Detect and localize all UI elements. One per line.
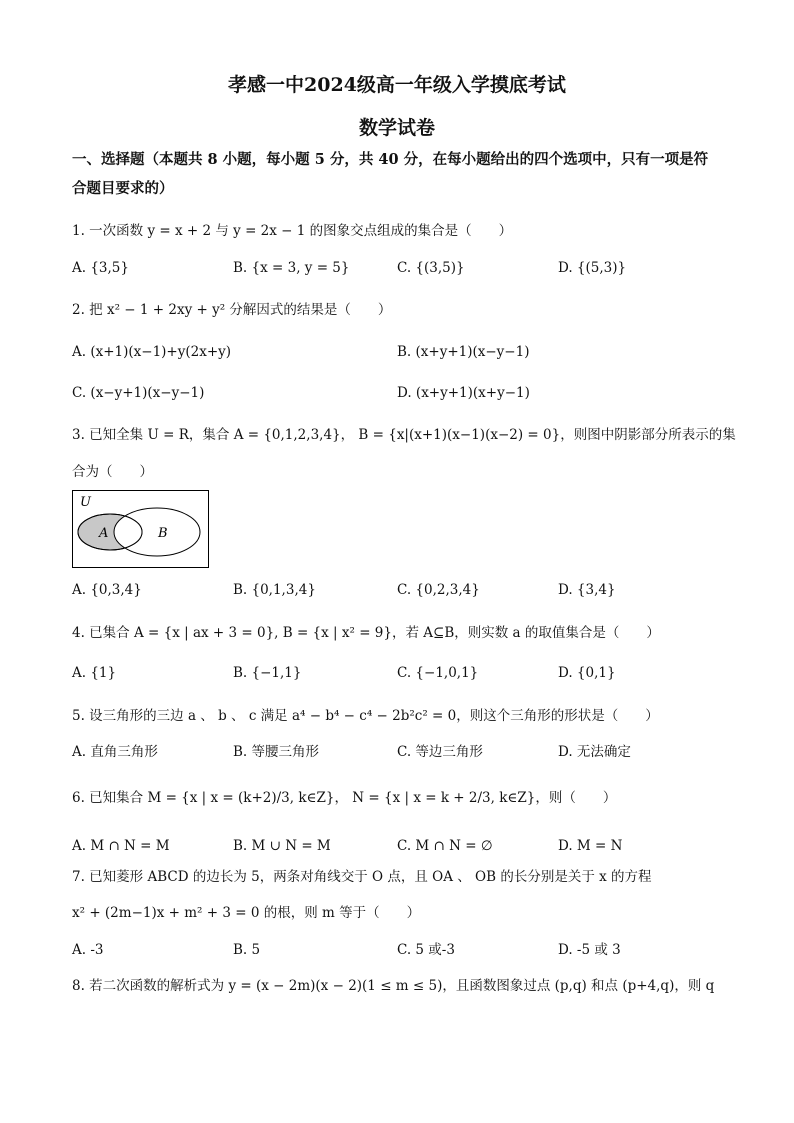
q2-option-c: C. (x−y+1)(x−y−1) (72, 385, 205, 401)
venn-label-b: B (158, 526, 168, 541)
question-6-stem: 6. 已知集合 M = {x | x = (k+2)/3, k∈Z}， N = {x | x = k + 2/3, k∈Z}，则（ ） (72, 790, 617, 806)
question-5-stem: 5. 设三角形的三边 a 、 b 、 c 满足 a⁴ − b⁴ − c⁴ − 2b²c² = 0，则这个三角形的形状是（ ） (72, 708, 659, 724)
venn-svg (73, 491, 208, 567)
q3-option-a: A. {0,3,4} (72, 582, 142, 598)
q4-option-b: B. {−1,1} (233, 665, 302, 681)
q6-option-c: C. M ∩ N = ∅ (397, 838, 493, 854)
q2-option-d: D. (x+y+1)(x+y−1) (397, 385, 530, 401)
section-heading: 一、选择题（本题共 8 小题，每小题 5 分，共 40 分，在每小题给出的四个选项中，只有一项是符合题目要求的） (72, 151, 709, 197)
q6-option-b: B. M ∪ N = M (233, 838, 331, 854)
q4-option-a: A. {1} (72, 665, 117, 681)
q6-option-d: D. M = N (558, 838, 623, 854)
q2-option-b: B. (x+y+1)(x−y−1) (397, 344, 530, 360)
q6-option-a: A. M ∩ N = M (72, 838, 170, 854)
exam-title: 孝感一中2024级高一年级入学摸底考试 (228, 74, 566, 96)
q7-option-b: B. 5 (233, 942, 261, 958)
q1-option-a: A. {3,5} (72, 260, 129, 276)
q4-option-c: C. {−1,0,1} (397, 665, 479, 681)
q4-option-d: D. {0,1} (558, 665, 616, 681)
question-7-stem-line2: x² + (2m−1)x + m² + 3 = 0 的根，则 m 等于（ ） (72, 905, 421, 921)
q7-option-a: A. -3 (72, 942, 104, 958)
question-8-stem: 8. 若二次函数的解析式为 y = (x − 2m)(x − 2)(1 ≤ m ≤ 5)，且函数图象过点 (p,q) 和点 (p+4,q)，则 q (72, 978, 715, 994)
question-4-stem: 4. 已集合 A = {x | ax + 3 = 0}, B = {x | x² = 9}，若 A⊆B，则实数 a 的取值集合是（ ） (72, 625, 660, 641)
q1-option-d: D. {(5,3)} (558, 260, 627, 276)
q3-option-b: B. {0,1,3,4} (233, 582, 316, 598)
q7-option-c: C. 5 或-3 (397, 942, 455, 958)
q5-option-b: B. 等腰三角形 (233, 744, 320, 760)
q1-option-b: B. {x = 3, y = 5} (233, 260, 350, 276)
exam-subtitle: 数学试卷 (358, 117, 435, 139)
venn-diagram (72, 490, 209, 568)
q7-option-d: D. -5 或 3 (558, 942, 621, 958)
question-1-stem: 1. 一次函数 y = x + 2 与 y = 2x − 1 的图象交点组成的集合是（ ） (72, 223, 513, 239)
venn-label-a: A (99, 526, 109, 541)
question-3-stem-line2: 合为（ ） (72, 464, 153, 480)
q2-option-a: A. (x+1)(x−1)+y(2x+y) (72, 344, 232, 360)
question-2-stem: 2. 把 x² − 1 + 2xy + y² 分解因式的结果是（ ） (72, 302, 392, 318)
q5-option-c: C. 等边三角形 (397, 744, 483, 760)
q3-option-d: D. {3,4} (558, 582, 616, 598)
q5-option-d: D. 无法确定 (558, 744, 631, 760)
q3-option-c: C. {0,2,3,4} (397, 582, 480, 598)
question-7-stem-line1: 7. 已知菱形 ABCD 的边长为 5，两条对角线交于 O 点，且 OA 、 OB 的长分别是关于 x 的方程 (72, 869, 652, 885)
q1-option-c: C. {(3,5)} (397, 260, 465, 276)
q5-option-a: A. 直角三角形 (72, 744, 158, 760)
question-3-stem-line1: 3. 已知全集 U = R，集合 A = {0,1,2,3,4}， B = {x|(x+1)(x−1)(x−2) = 0}，则图中阴影部分所表示的集 (72, 427, 736, 443)
venn-label-u: U (80, 495, 91, 510)
